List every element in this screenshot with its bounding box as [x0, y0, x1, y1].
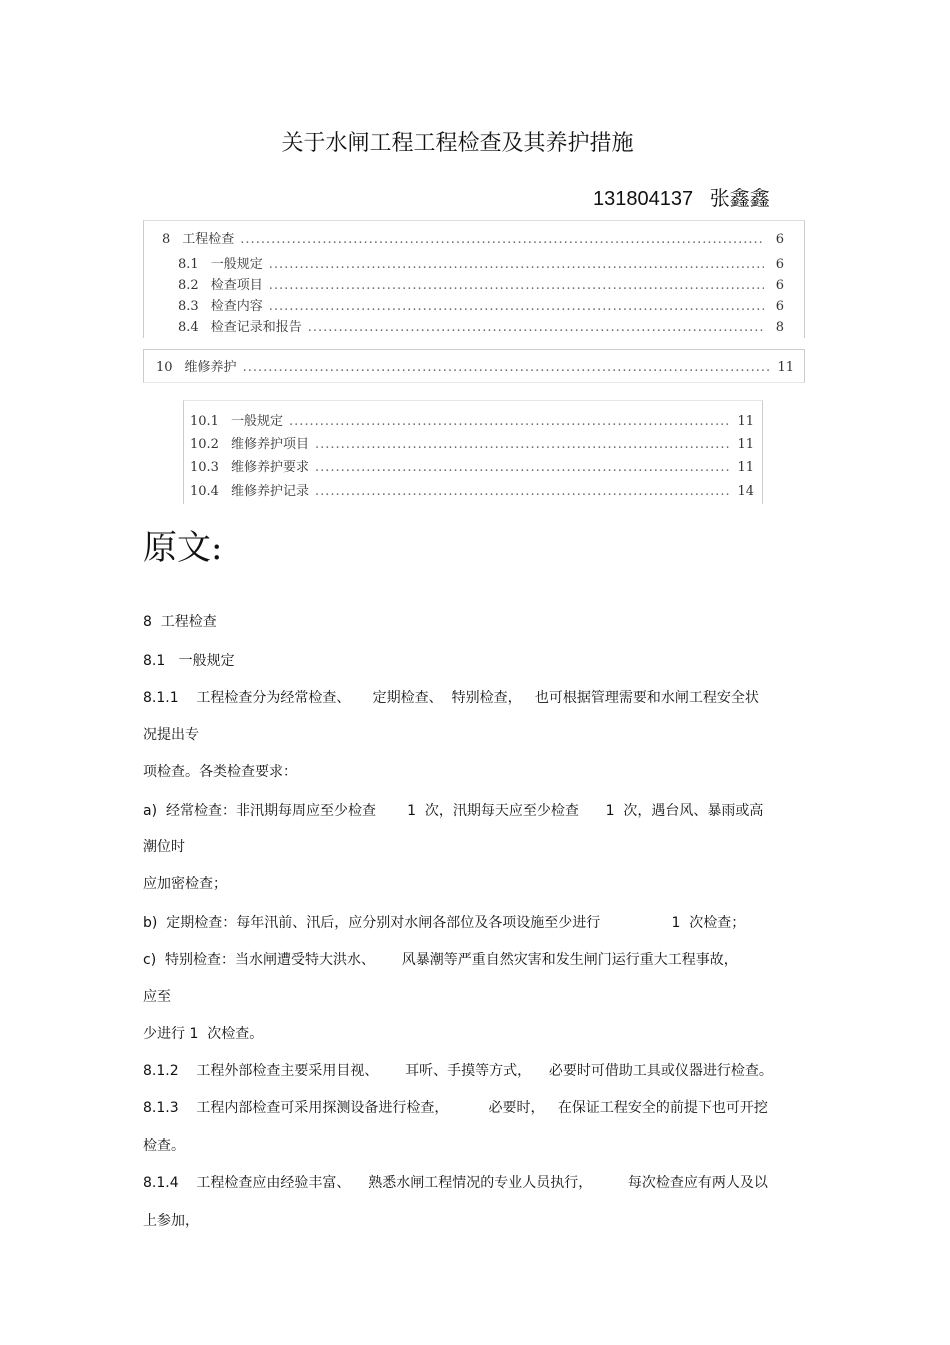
body-paragraph: c) 特别检查：当水闸遭受特大洪水、 风暴潮等严重自然灾害和发生闸门运行重大工程事故，: [143, 952, 738, 968]
toc-entry-label: 维修养护记录: [230, 484, 309, 499]
body-paragraph: 潮位时: [143, 839, 185, 855]
toc-entry-number: 10.3: [190, 460, 219, 475]
toc-entry-label: 检查内容: [210, 299, 263, 314]
body-paragraph: 8 工程检查: [143, 614, 217, 630]
body-paragraph: 上参加，: [143, 1213, 199, 1229]
toc-leader-dots: [269, 278, 764, 293]
toc-entry-number: 8.2: [178, 278, 199, 293]
toc-leader-dots: [289, 414, 731, 429]
body-paragraph: 应至: [143, 989, 171, 1005]
toc-entry-page: 11: [737, 414, 754, 429]
toc-entry-number: 10.4: [190, 484, 219, 499]
body-paragraph: 况提出专: [143, 727, 199, 743]
toc-entry-number: 8.3: [178, 299, 199, 314]
body-paragraph: 8.1.1 工程检查分为经常检查、 定期检查、 特别检查， 也可根据管理需要和水闸工程安全状: [143, 690, 759, 706]
toc-leader-dots: [243, 360, 772, 375]
toc-entry-number: 10: [156, 360, 173, 375]
toc-entry-number: 8.1: [178, 257, 199, 272]
toc-entry-page: 6: [775, 299, 784, 314]
toc-entry-page: 14: [737, 484, 754, 499]
toc-entry[interactable]: [190, 410, 754, 429]
body-paragraph: 检查。: [143, 1138, 185, 1154]
original-text-heading: 原文:: [143, 528, 223, 568]
toc-entry-number: 10.2: [190, 437, 219, 452]
toc-entry-label: 检查项目: [210, 278, 263, 293]
toc-entry-page: 6: [775, 278, 784, 293]
toc-entry-page: 8: [775, 320, 784, 335]
toc-leader-dots: [269, 299, 764, 314]
body-paragraph: 8.1.2 工程外部检查主要采用目视、 耳听、手摸等方式， 必要时可借助工具或仪器进行检查。: [143, 1063, 773, 1079]
document-title: 关于水闸工程工程检查及其养护措施: [281, 131, 634, 156]
toc-entry-page: 11: [777, 360, 794, 375]
toc-section-8: [143, 220, 805, 338]
toc-leader-dots: [308, 320, 764, 335]
toc-entry-label: 一般规定: [210, 257, 263, 272]
toc-entry[interactable]: [178, 274, 784, 293]
body-paragraph: 8.1.3 工程内部检查可采用探测设备进行检查， 必要时， 在保证工程安全的前提下也可开挖: [143, 1100, 768, 1116]
toc-entry-number: 8: [162, 232, 171, 247]
toc-entry[interactable]: [190, 456, 754, 475]
toc-entry-number: 8.4: [178, 320, 199, 335]
body-paragraph: 应加密检查；: [143, 876, 227, 892]
toc-leader-dots: [269, 257, 764, 272]
body-paragraph: b) 定期检查：每年汛前、汛后，应分别对水闸各部位及各项设施至少进行 1 次检查；: [143, 915, 746, 931]
toc-entry[interactable]: [178, 316, 784, 335]
toc-section-10-items: [183, 400, 763, 504]
toc-entry[interactable]: [178, 295, 784, 314]
toc-section-10: [143, 349, 805, 383]
toc-entry-label: 维修养护: [184, 360, 237, 375]
toc-entry[interactable]: [162, 228, 784, 247]
toc-entry-label: 检查记录和报告: [210, 320, 302, 335]
toc-entry-page: 6: [775, 257, 784, 272]
body-paragraph: a) 经常检查：非汛期每周应至少检查 1 次，汛期每天应至少检查 1 次，遇台风、暴雨或高: [143, 803, 764, 819]
toc-leader-dots: [315, 484, 731, 499]
toc-entry-page: 11: [737, 437, 754, 452]
toc-leader-dots: [315, 460, 731, 475]
author-line: 131804137 张鑫鑫: [593, 188, 770, 210]
toc-entry-number: 10.1: [190, 414, 219, 429]
toc-entry[interactable]: [190, 433, 754, 452]
toc-entry-label: 一般规定: [230, 414, 283, 429]
toc-entry-label: 工程检查: [182, 232, 235, 247]
body-paragraph: 少进行 1 次检查。: [143, 1026, 264, 1042]
toc-entry-label: 维修养护项目: [230, 437, 309, 452]
body-paragraph: 8.1.4 工程检查应由经验丰富、 熟悉水闸工程情况的专业人员执行， 每次检查应有两人及以: [143, 1175, 768, 1191]
toc-entry[interactable]: [178, 253, 784, 272]
toc-leader-dots: [315, 437, 731, 452]
toc-entry[interactable]: [156, 356, 794, 375]
toc-entry[interactable]: [190, 480, 754, 499]
toc-leader-dots: [240, 232, 764, 247]
toc-entry-page: 11: [737, 460, 754, 475]
toc-entry-page: 6: [775, 232, 784, 247]
toc-entry-label: 维修养护要求: [230, 460, 309, 475]
body-paragraph: 项检查。各类检查要求：: [143, 764, 297, 780]
body-paragraph: 8.1 一般规定: [143, 653, 235, 669]
